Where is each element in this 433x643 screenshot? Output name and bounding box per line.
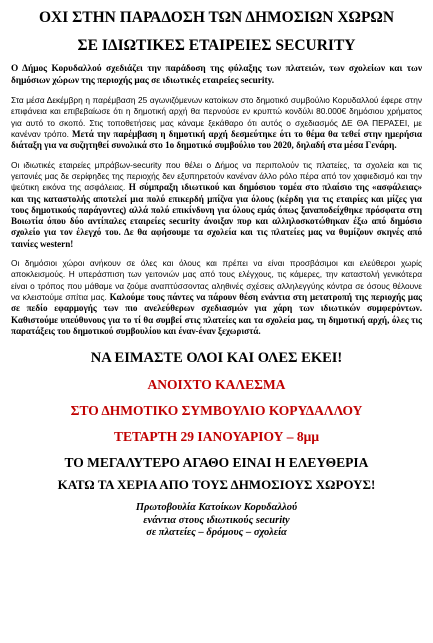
lead-paragraph: Ο Δήμος Κορυδαλλού σχεδιάζει την παράδοση της φύλαξης των πλατειών, των σχολείων και των δημόσιων χώρων της περιοχής μας σε ιδιωτικές εταιρείες security. [11,64,422,86]
call-hands-off-slogan: ΚΑΤΩ ΤΑ ΧΕΡΙΑ ΑΠΟ ΤΟΥΣ ΔΗΜΟΣΙΟΥΣ ΧΩΡΟΥΣ! [57,477,376,493]
signature-line-2: ενάντια στους ιδιωτικούς security [143,514,290,526]
flyer-title-line-2: ΣΕ ΙΔΙΩΤΙΚΕΣ ΕΤΑΙΡΕΙΕΣ SECURITY [77,37,356,54]
paragraph-public-spaces [11,258,422,337]
paragraph-text: Στα μέσα Δεκέμβρη η παρέμβαση 25 αγωνιζόμενων κατοίκων στο δημοτικό συμβούλιο Κορυδαλλού έφερε στην επιφάνεια και επιβεβαίωσε ότι η δημοτική αρχή θα περνούσε εν κρυπτώ κονδύλι 80.000€ δημόσιου χρήματος για αυτό το σκοπό. Στις τοποθετήσεις μας κάναμε ξεκάθαρο ότι αυτός ο σχεδιασμός ΔΕ ΘΑ ΠΕΡΑΣΕΙ, με κανέναν τρόπο. [11,95,422,140]
signature-line-1: Πρωτοβουλία Κατοίκων Κορυδαλλού [135,502,298,514]
call-everyone-there: ΝΑ ΕΙΜΑΣΤΕ ΟΛΟΙ ΚΑΙ ΟΛΕΣ ΕΚΕΙ! [90,350,343,367]
paragraph-text: Οι δημόσιοι χώροι ανήκουν σε όλες και όλους και πρέπει να είναι προσβάσιμοι και ελεύθεροι χωρίς αποκλεισμούς. Η υπεράσπιση των γειτονιών μας από τους ελέγχους, τις κάμερες, την καταστολή γενικότερα είναι ο τρόπος που μάθαμε να ζούμε αναπτύσσοντας αληθινές σχέσεις αλληλεγγύης κόντρα σε όσους θέλουνε να κλειστούμε σπίτια μας. [11,258,422,302]
paragraph-emphasis: Η σύμπραξη ιδιωτικού και δημόσιου τομέα στο πλαίσιο της «ασφάλειας» και της καταστολής αποτελεί μια πολύ επικερδή μπίζνα για όλους (κέρδη για τις εταιρίες και μίζες για τους δημοτικούς παράγοντες) αλλά πολύ επικίνδυνη για όλους εμάς όπως ξαναποδείχθηκε πρόσφατα στη Βοιωτία όπου δύο αντίπαλες εταιρείες security άνοιξαν πυρ και αλληλοσκοτώθηκαν έξω από δημόσιο σχολείο για τον έλεγχό του. Δε θα αφήσουμε τα σχολεία και τις πλατείες μας να θυμίζουν σκηνές από ταινίες western! [11,182,422,249]
paragraph-council-intervention [11,95,422,151]
paragraph-emphasis: Καλούμε τους πάντες να πάρουν θέση ενάντια στη μετατροπή της περιοχής μας σε πεδίο εφαρμογής των πιο ανελεύθερων σχεδιασμών για χάρη των ιδιωτικών συμφερόντων. Καθιστούμε υπεύθυνους για το τί θα συμβεί στις πλατείες και τα σχολεία μας, τη δημοτική αρχή, όλες τις παρατάξεις του δημοτικού συμβουλίου και έναν-έναν ξεχωριστά. [11,291,422,336]
call-venue: ΣΤΟ ΔΗΜΟΤΙΚΟ ΣΥΜΒΟΥΛΙΟ ΚΟΡΥΔΑΛΛΟΥ [70,403,363,419]
call-date-time: ΤΕΤΑΡΤΗ 29 ΙΑΝΟΥΑΡΙΟΥ – 8μμ [113,429,319,445]
paragraph-text: Οι ιδιωτικές εταιρείες μπράβων-security που θέλει ο Δήμος να περιπολούν τις πλατείες, τα σχολεία και τις γειτονιές μας δε σερίφηδες της περιοχής δεν εξυπηρετούν κανέναν άλλο ρόλο πέρα από τον χαφιεδισμό και την ψεύτικη εικόνα της ασφάλειας. [11,159,422,193]
call-freedom-slogan: ΤΟ ΜΕΓΑΛΥΤΕΡΟ ΑΓΑΘΟ ΕΙΝΑΙ Η ΕΛΕΥΘΕΡΙΑ [64,455,369,471]
signature-line-3: σε πλατείες – δρόμους – σχολεία [146,527,287,539]
paragraph-security-companies [11,160,422,250]
flyer-title-line-1: ΟΧΙ ΣΤΗΝ ΠΑΡΑΔΟΣΗ ΤΩΝ ΔΗΜΟΣΙΩΝ ΧΩΡΩΝ [38,9,395,26]
paragraph-emphasis: Μετά την παρέμβαση η δημοτική αρχή δεσμεύτηκε ότι το θέμα θα τεθεί στην ημερήσια διάταξη για να συζητηθεί συνολικά στο 1ο δημοτικό συμβούλιο του 2020, δηλαδή στα μέσα Γενάρη. [11,129,422,151]
call-open-invitation: ΑΝΟΙΧΤΟ ΚΑΛΕΣΜΑ [147,377,286,393]
